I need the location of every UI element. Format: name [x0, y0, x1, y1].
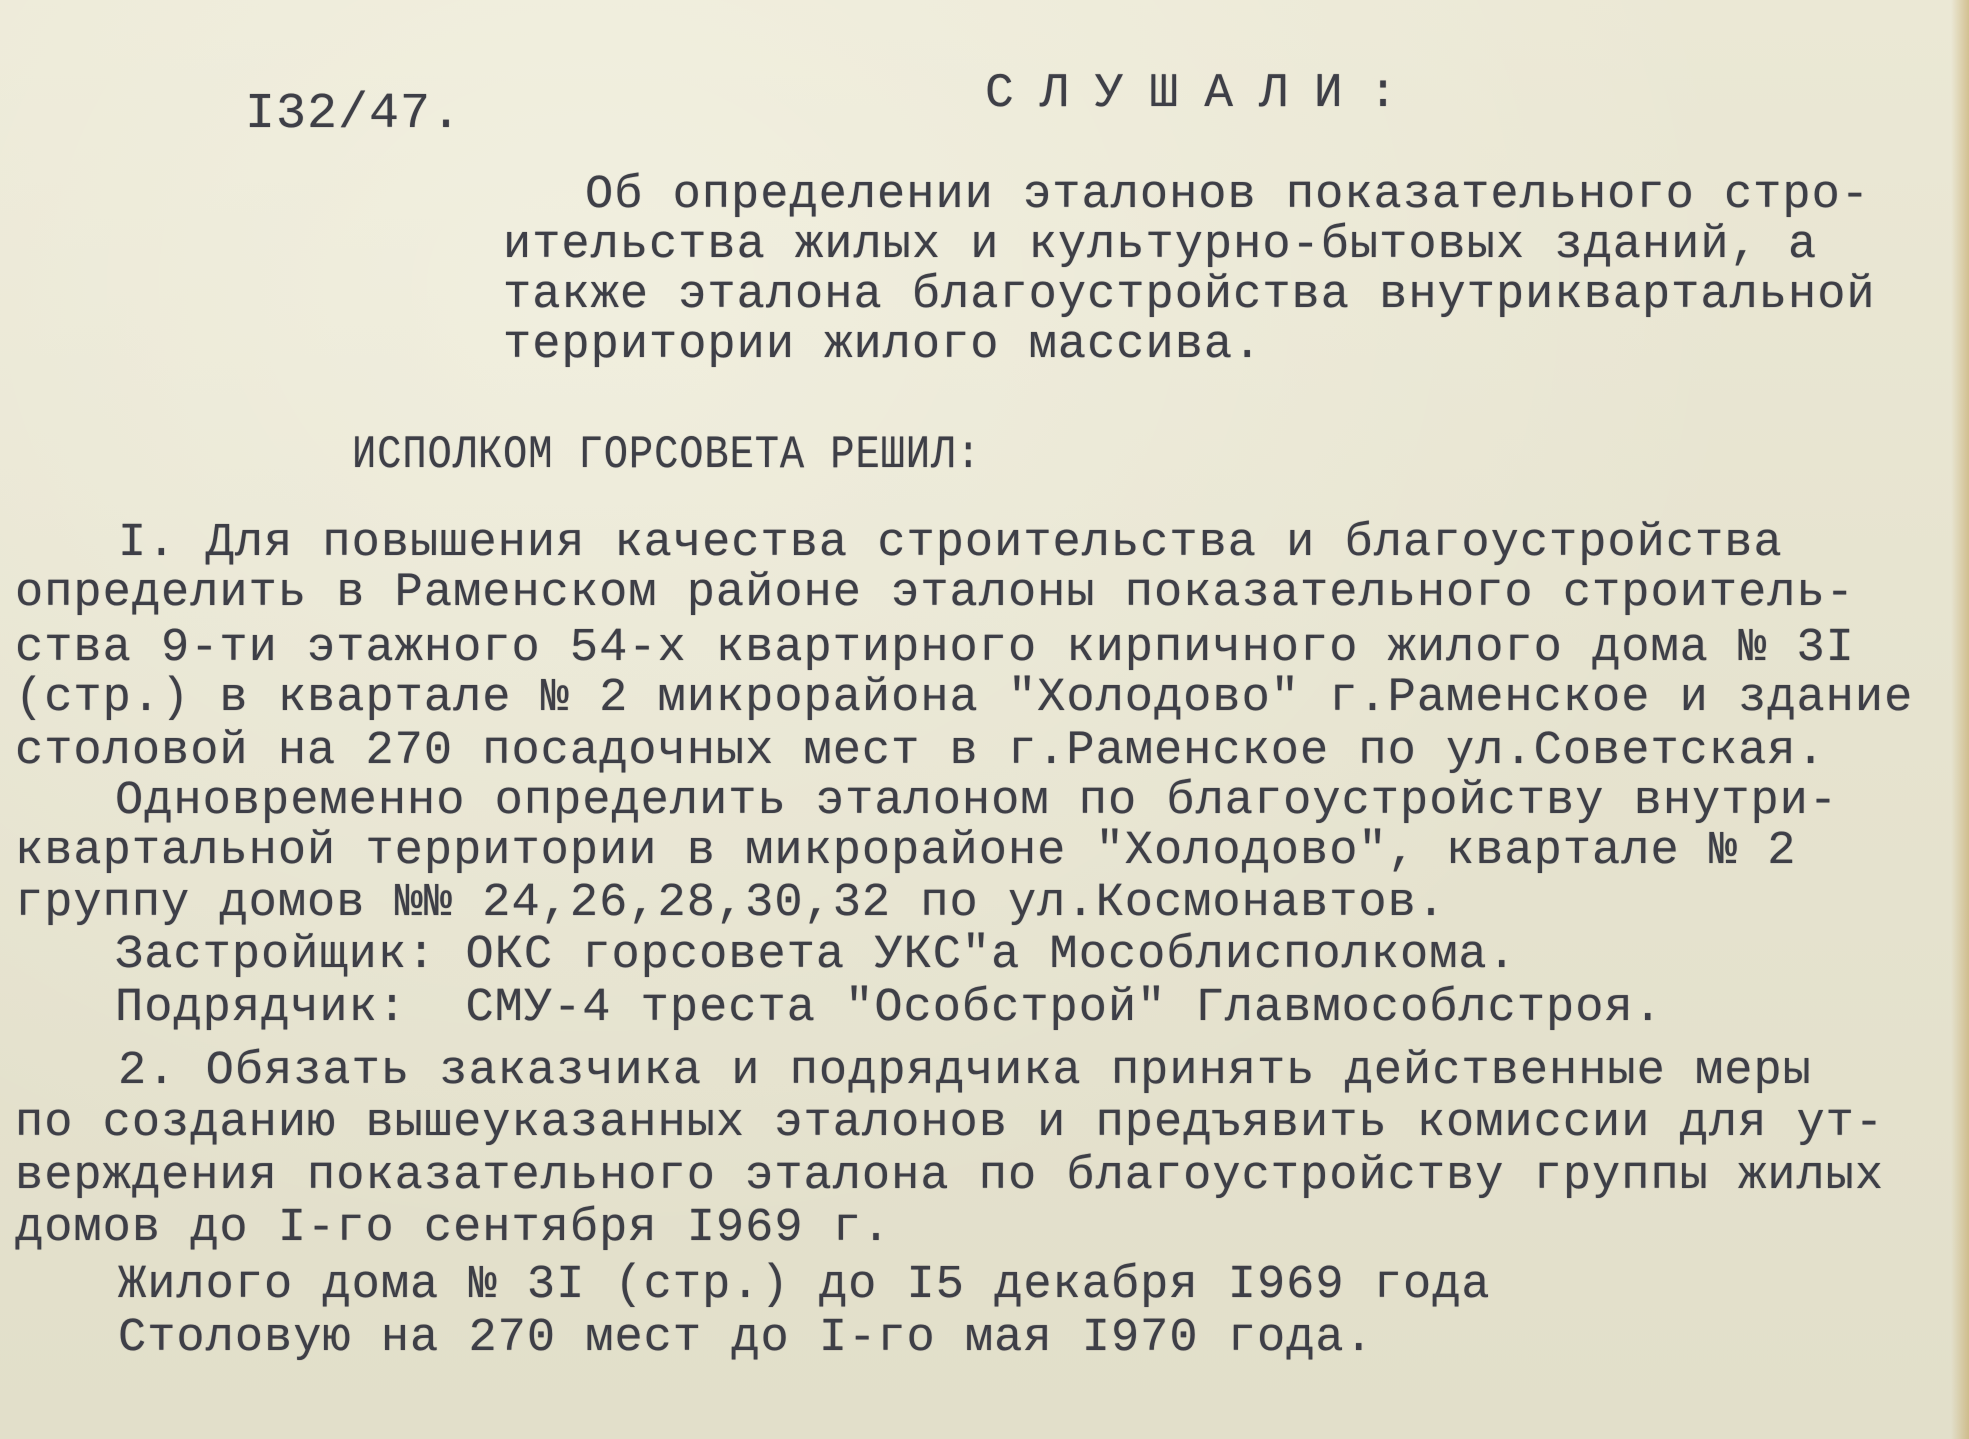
item2-line: Столовую на 270 мест до I-го мая I970 года.: [118, 1312, 1374, 1365]
item1-line: определить в Раменском районе эталоны показательного строитель-: [15, 567, 1855, 620]
decided-heading: ИСПОЛКОМ ГОРСОВЕТА РЕШИЛ:: [352, 429, 982, 481]
heard-heading: СЛУШАЛИ:: [985, 67, 1424, 121]
item2-line: домов до I-го сентября I969 г.: [15, 1202, 892, 1255]
developer-line: Застройщик: ОКС горсовета УКС"а Мособлисполкома.: [115, 929, 1517, 982]
item2-line: Жилого дома № 3I (стр.) до I5 декабря I969 года: [118, 1259, 1491, 1312]
item1-line: Одновременно определить эталоном по благоустройству внутри-: [115, 775, 1839, 828]
heard-line: территории жилого массива.: [503, 319, 1263, 372]
protocol-number: I32/47.: [245, 86, 463, 143]
item1-line: квартальной территории в микрорайоне "Холодово", квартале № 2: [15, 825, 1797, 878]
item1-line: ства 9-ти этажного 54-х квартирного кирпичного жилого дома № 3I: [15, 622, 1855, 675]
item2-line: по созданию вышеуказанных эталонов и предъявить комиссии для ут-: [15, 1097, 1885, 1150]
item1-line: (стр.) в квартале № 2 микрорайона "Холодово" г.Раменское и здание: [15, 672, 1914, 725]
heard-line: также эталона благоустройства внутриквартальной: [503, 269, 1876, 322]
item2-line: верждения показательного эталона по благоустройству группы жилых: [15, 1150, 1885, 1203]
heard-line: ительства жилых и культурно-бытовых зданий, а: [503, 219, 1818, 272]
heard-line: Об определении эталонов показательного стро-: [585, 169, 1871, 222]
item1-line: группу домов №№ 24,26,28,30,32 по ул.Космонавтов.: [15, 877, 1447, 930]
page-edge: [1951, 0, 1969, 1439]
item1-line: I. Для повышения качества строительства и благоустройства: [118, 517, 1783, 570]
item2-line: 2. Обязать заказчика и подрядчика принять действенные меры: [118, 1045, 1812, 1098]
item1-line: столовой на 270 посадочных мест в г.Раменское по ул.Советская.: [15, 725, 1826, 778]
contractor-line: Подрядчик: СМУ-4 треста "Особстрой" Главмособлстроя.: [115, 982, 1663, 1035]
